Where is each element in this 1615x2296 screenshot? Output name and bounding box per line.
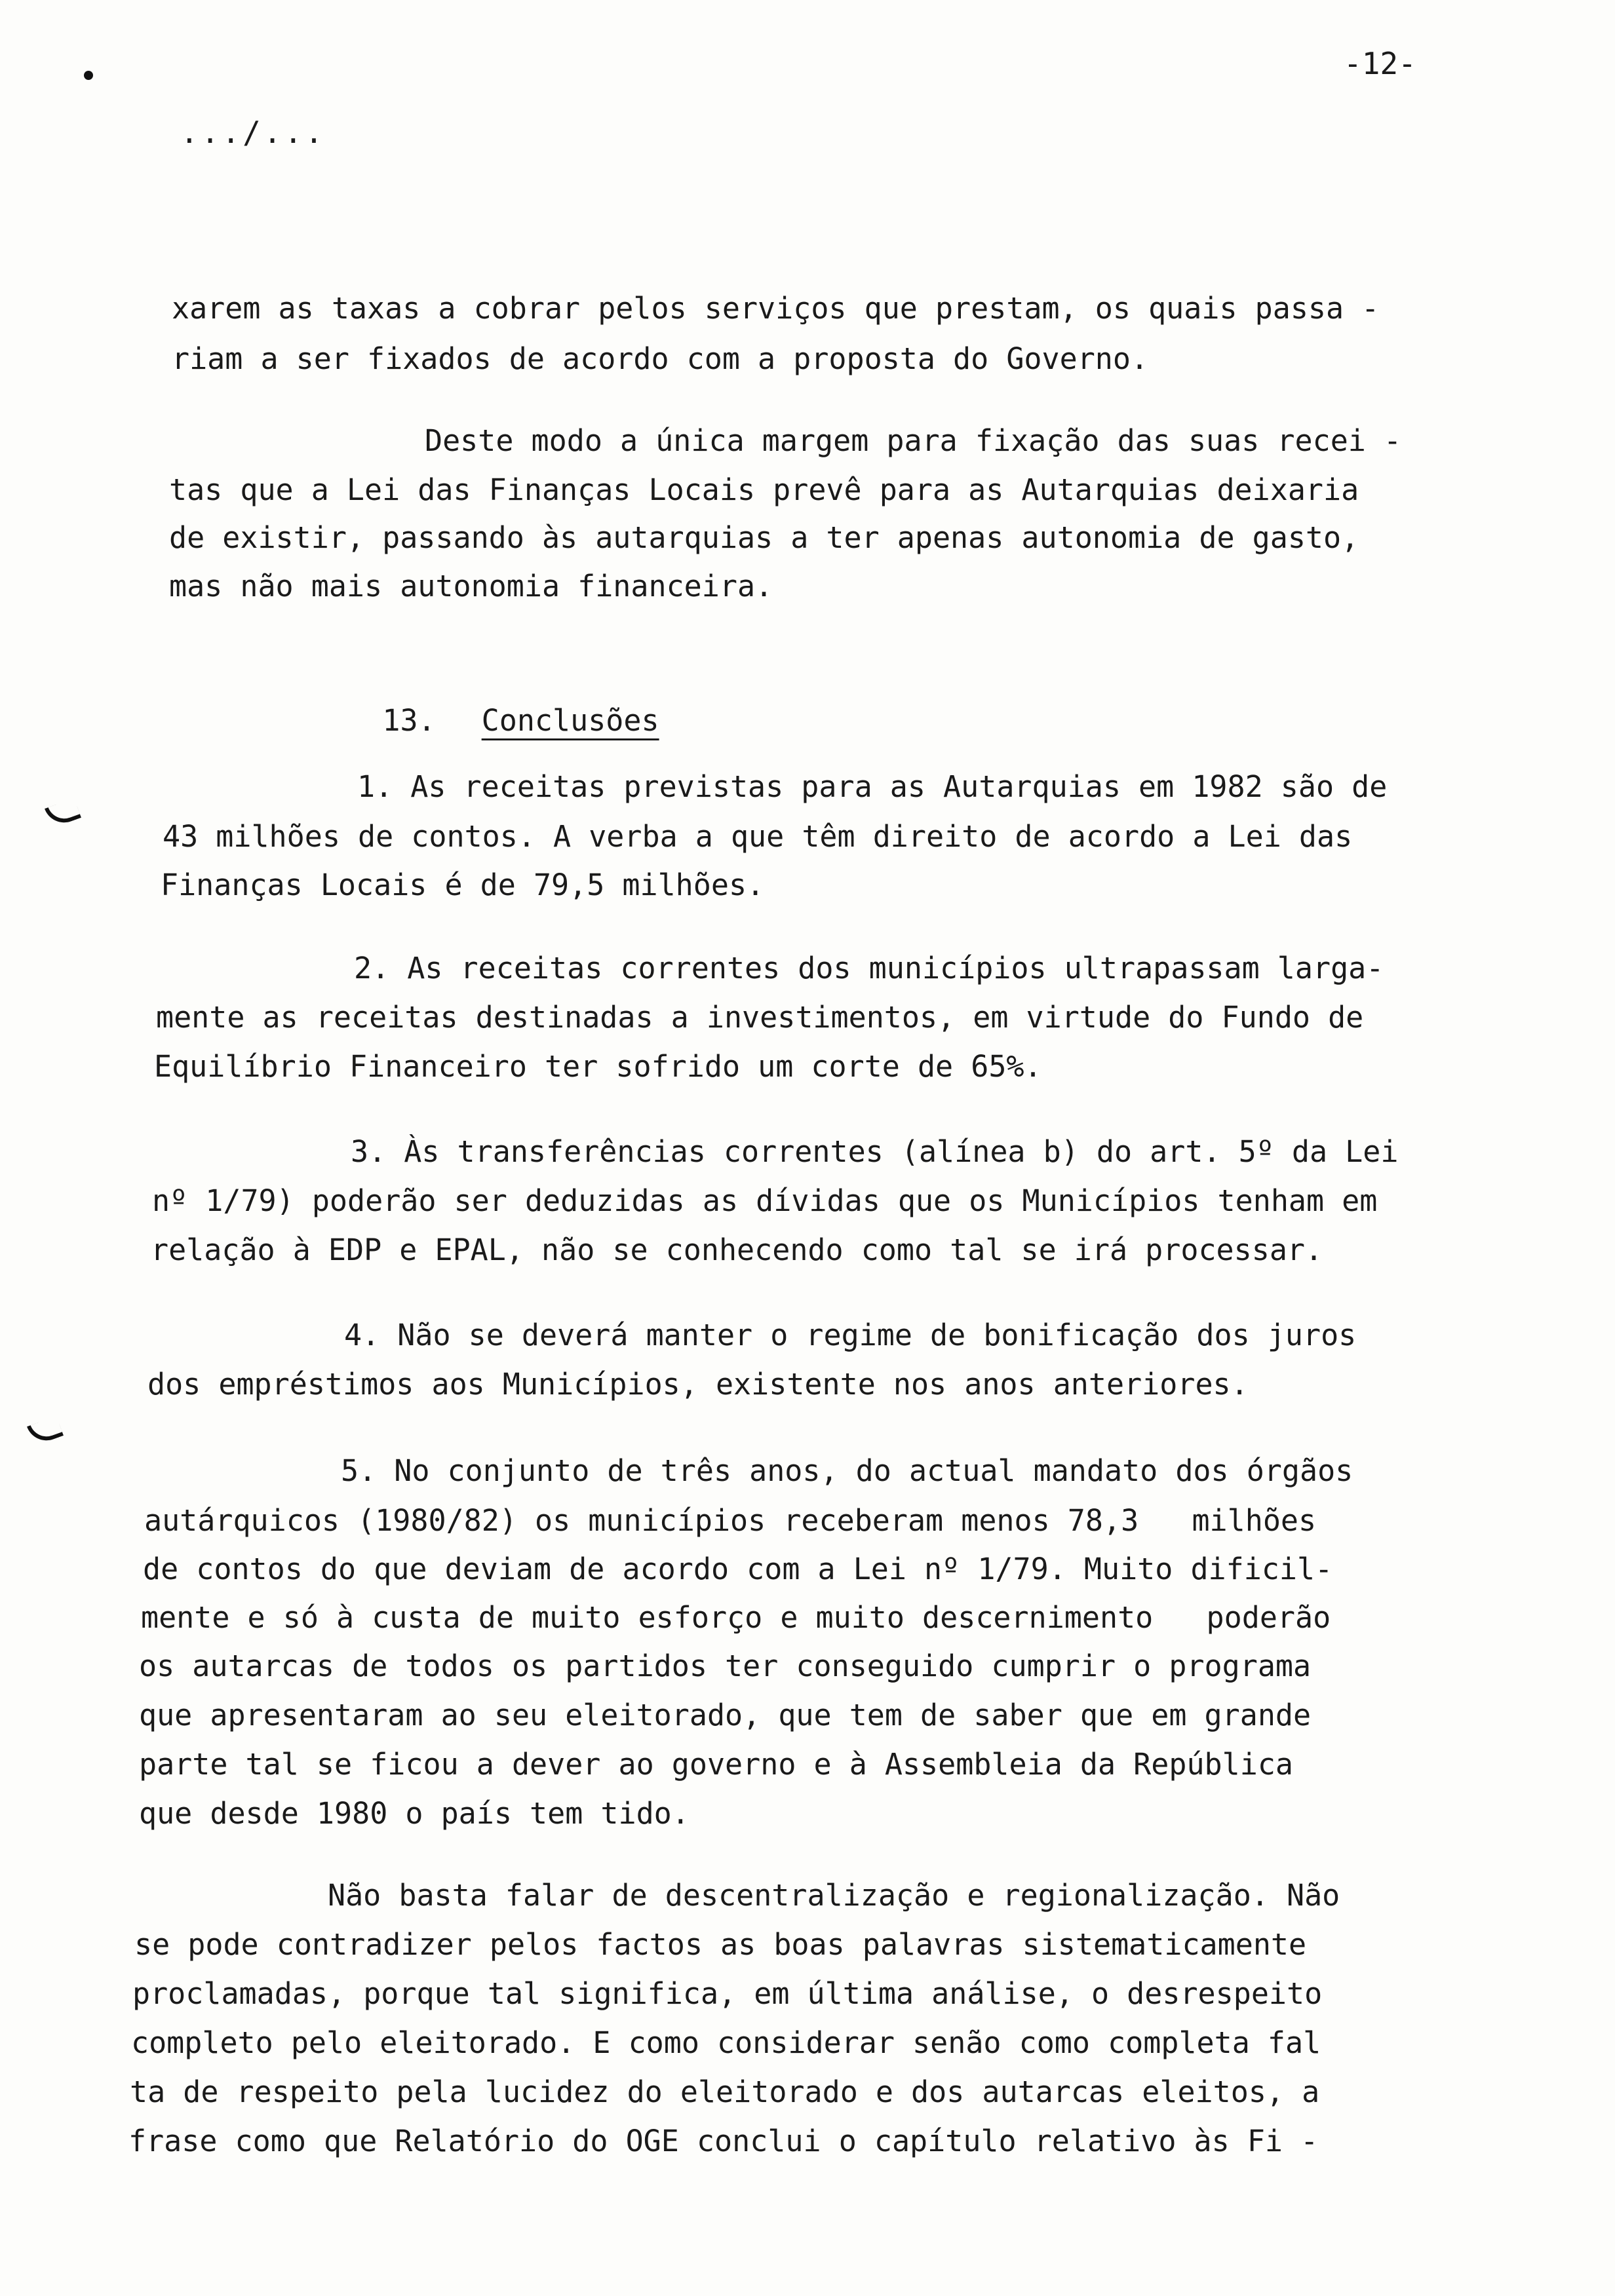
text-line: autárquicos (1980/82) os municípios receberam menos 78,3 milhões: [144, 1503, 1317, 1538]
margin-mark: [45, 798, 81, 828]
text-line: Deste modo a única margem para fixação das suas recei -: [425, 423, 1402, 458]
text-line: de contos do que deviam de acordo com a Lei nº 1/79. Muito dificil-: [143, 1552, 1333, 1586]
text-line: Finanças Locais é de 79,5 milhões.: [161, 868, 765, 902]
text-line: xarem as taxas a cobrar pelos serviços que prestam, os quais passa -: [172, 291, 1380, 326]
text-line: que apresentaram ao seu eleitorado, que tem de saber que em grande: [139, 1698, 1312, 1732]
text-line: tas que a Lei das Finanças Locais prevê para as Autarquias deixaria: [169, 472, 1359, 507]
text-line: dos empréstimos aos Municípios, existente nos anos anteriores.: [147, 1367, 1249, 1402]
text-line: de existir, passando às autarquias a ter apenas autonomia de gasto,: [169, 520, 1359, 555]
text-line: mente e só à custa de muito esforço e muito descernimento poderão: [141, 1600, 1331, 1635]
text-line: mas não mais autonomia financeira.: [169, 569, 773, 603]
text-line: Equilíbrio Financeiro ter sofrido um corte de 65%.: [154, 1049, 1042, 1084]
text-line: frase como que Relatório do OGE conclui o capítulo relativo às Fi -: [128, 2124, 1319, 2158]
text-line: Não basta falar de descentralização e regionalização. Não: [328, 1878, 1340, 1913]
text-line: 1. As receitas previstas para as Autarquias em 1982 são de: [357, 769, 1388, 804]
text-line: completo pelo eleitorado. E como considerar senão como completa fal: [131, 2025, 1321, 2060]
section-title: Conclusões: [481, 703, 659, 738]
text-line: mente as receitas destinadas a investimentos, em virtude do Fundo de: [156, 1000, 1364, 1035]
text-line: 2. As receitas correntes dos municípios ultrapassam larga-: [354, 951, 1384, 985]
page-number: -12-: [1344, 46, 1416, 81]
text-line: 5. No conjunto de três anos, do actual mandato dos órgãos: [341, 1453, 1353, 1488]
text-line: 43 milhões de contos. A verba a que têm direito de acordo a Lei das: [163, 819, 1353, 854]
text-line: se pode contradizer pelos factos as boas palavras sistematicamente: [134, 1927, 1307, 1962]
text-line: relação à EDP e EPAL, não se conhecendo como tal se irá processar.: [151, 1233, 1323, 1267]
text-line: que desde 1980 o país tem tido.: [139, 1796, 690, 1831]
text-line: os autarcas de todos os partidos ter conseguido cumprir o programa: [139, 1649, 1312, 1683]
continuation-marker: .../...: [180, 115, 326, 150]
text-line: ta de respeito pela lucidez do eleitorado e dos autarcas eleitos, a: [130, 2075, 1320, 2109]
text-line: 4. Não se deverá manter o regime de bonificação dos juros: [344, 1318, 1357, 1352]
punch-hole-dot: [84, 71, 93, 80]
text-line: proclamadas, porque tal significa, em última análise, o desrespeito: [132, 1976, 1323, 2011]
section-heading: [311, 668, 659, 773]
text-line: 3. Às transferências correntes (alínea b) do art. 5º da Lei: [351, 1134, 1399, 1169]
text-line: parte tal se ficou a dever ao governo e à Assembleia da República: [139, 1747, 1293, 1782]
section-number: 13.: [382, 703, 436, 738]
text-line: riam a ser fixados de acordo com a proposta do Governo.: [172, 341, 1149, 376]
margin-mark: [27, 1416, 64, 1446]
text-line: nº 1/79) poderão ser deduzidas as dívidas que os Municípios tenham em: [152, 1183, 1378, 1218]
